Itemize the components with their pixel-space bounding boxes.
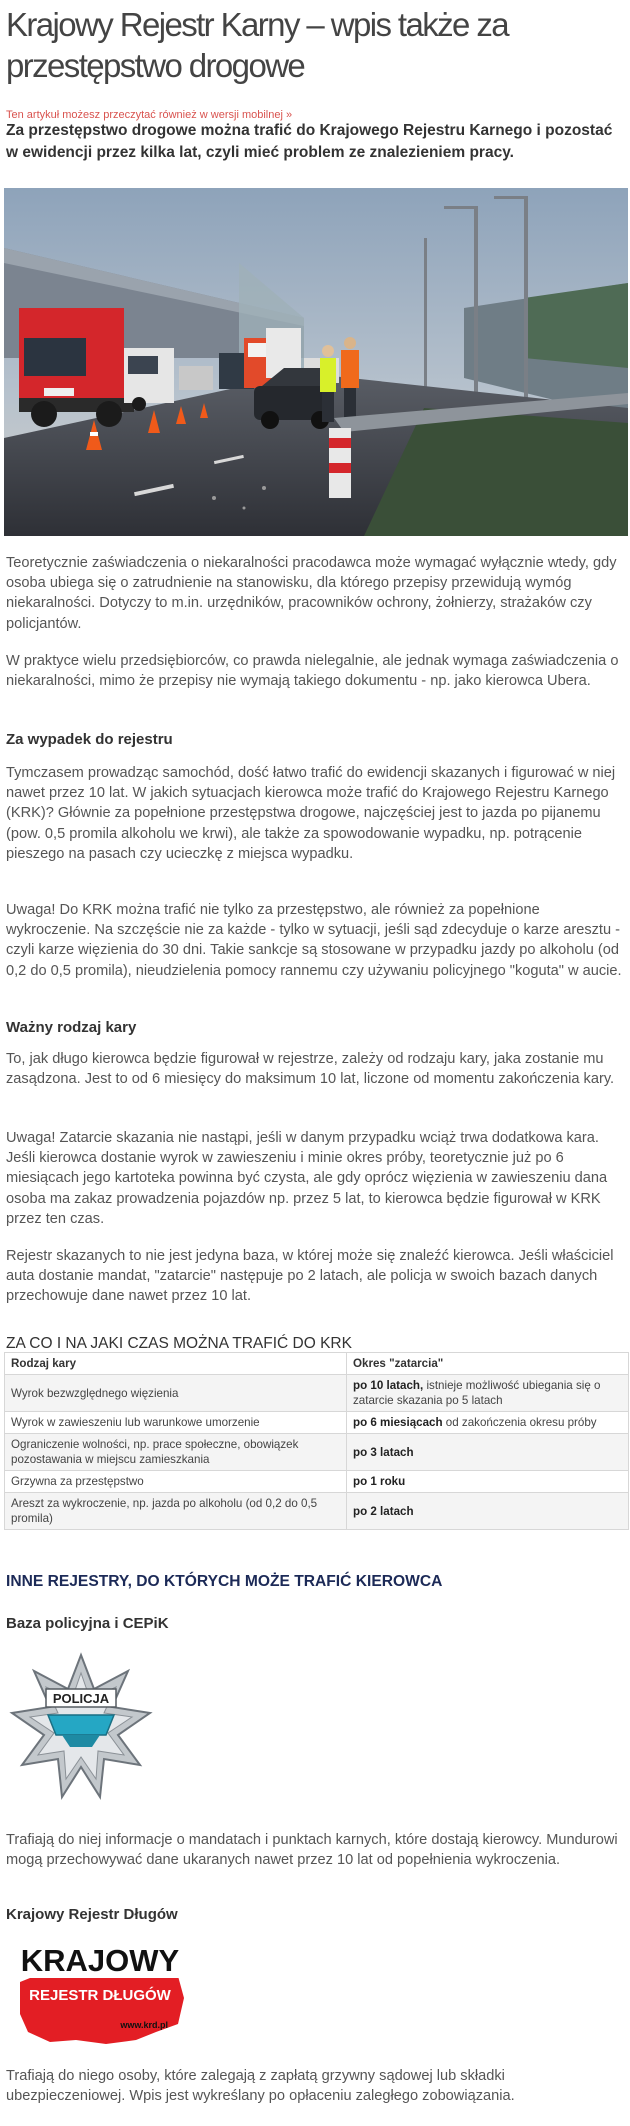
table-row	[5, 1493, 629, 1530]
heading-krd: Krajowy Rejestr Długów	[6, 1906, 178, 1923]
cell-period-bold: po 2 latach	[353, 1504, 414, 1518]
cell-period	[347, 1412, 629, 1434]
paragraph-4: Uwaga! Do KRK można trafić nie tylko za przestępstwo, ale również za popełnione wykroczenie. Na szczęście nie za każde - tylko w sytuacji, jeśli sąd zdecyduje o karze aresztu - czyli karze więzienia do 30 dni. Takie sankcje są stosowane w przypadku jazdy po alkoholu (od 0,2 do 0,5 promila), nieudzielenia pomocy rannemu czy używaniu policyjnego "koguta" w aucie.	[6, 902, 622, 979]
police-logo-text: POLICJA	[52, 1691, 110, 1706]
article-title: Krajowy Rejestr Karny – wpis także za przestępstwo drogowe	[6, 6, 509, 84]
police-logo	[6, 1651, 156, 1803]
table-row	[5, 1375, 629, 1412]
cell-period-rest: istnieje możliwość ubiegania się o zatarcie skazania po 5 latach	[353, 1379, 601, 1407]
table-row	[5, 1434, 629, 1471]
paragraph-2: W praktyce wielu przedsiębiorców, co prawda nielegalnie, ale jednak wymaga zaświadczenia o niekaralności, mimo że przepisy nie wymają takiego dokumentu - np. jako kierowca Ubera.	[6, 653, 619, 690]
krd-logo-line1: KRAJOWY	[20, 1943, 180, 1978]
article-lead: Za przestępstwo drogowe można trafić do Krajowego Rejestru Karnego i pozostać w ewidencji przez kilka lat, czyli mieć problem ze znalezieniem pracy.	[6, 122, 613, 161]
cell-period	[347, 1434, 629, 1471]
krk-periods-table	[4, 1352, 629, 1530]
krd-logo-line2: REJESTR DŁUGÓW	[29, 1987, 171, 2004]
cell-period	[347, 1375, 629, 1412]
cell-period	[347, 1471, 629, 1493]
cell-penalty: Areszt za wykroczenie, np. jazda po alkoholu (od 0,2 do 0,5 promila)	[5, 1493, 347, 1530]
cell-period-bold: po 6 miesiącach	[353, 1416, 443, 1429]
paragraph-1: Teoretycznie zaświadczenia o niekaralności pracodawca może wymagać wyłącznie wtedy, gdy osoba ubiega się o zatrudnienie na stanowisku, dla którego przepisy przewidują wymóg niekaralności. Dotyczy to m.in. urzędników, pracowników ochrony, żołnierzy, strażaków czy policjantów.	[6, 555, 617, 632]
paragraph-3: Tymczasem prowadząc samochód, dość łatwo trafić do ewidencji skazanych i figurować w niej nawet przez 10 lat. W jakich sytuacjach kierowca może trafić do Krajowego Rejestru Karnego (KRK)? Głównie za popełnione przestępstwa drogowe, najczęściej jest to jazda po pijanemu (pow. 0,5 promila alkoholu we krwi), ale także za spowodowanie wypadku, np. potrącenie pieszego na pasach czy ucieczkę z miejsca wypadku.	[6, 765, 616, 862]
table-row	[5, 1471, 629, 1493]
heading-police-database: Baza policyjna i CEPiK	[6, 1615, 169, 1632]
hero-photo-accident	[4, 188, 628, 536]
table-row	[5, 1412, 629, 1434]
header-penalty-type: Rodzaj kary	[5, 1353, 347, 1375]
cell-period-bold: po 10 latach,	[353, 1379, 424, 1392]
heading-accident: Za wypadek do rejestru	[6, 731, 173, 748]
paragraph-5: To, jak długo kierowca będzie figurował w rejestrze, zależy od rodzaju kary, jaka zostanie mu zasądzona. Jest to od 6 miesięcy do maksimum 10 lat, liczone od momentu zakończenia kary.	[6, 1051, 615, 1088]
cell-period-rest: od zakończenia okresu próby	[442, 1416, 597, 1429]
header-expungement-period: Okres "zatarcia"	[347, 1353, 629, 1375]
cell-period	[347, 1493, 629, 1530]
police-description: Trafiają do niej informacje o mandatach i punktach karnych, które dostają kierowcy. Mundurowi mogą przechowywać dane ukaranych nawet przez 10 lat od popełnienia wykroczenia.	[6, 1832, 618, 1869]
cell-period-bold: po 3 latach	[353, 1445, 414, 1459]
cell-penalty: Wyrok bezwzględnego więzienia	[5, 1375, 347, 1412]
cell-period-bold: po 1 roku	[353, 1475, 406, 1488]
table-header-row	[5, 1353, 629, 1375]
cell-penalty: Ograniczenie wolności, np. prace społeczne, obowiązek pozostawania w miejscu zamieszkania	[5, 1434, 347, 1471]
krd-logo	[6, 1928, 194, 2050]
paragraph-6: Uwaga! Zatarcie skazania nie nastąpi, jeśli w danym przypadku wciąż trwa dodatkowa kara. Jeśli kierowca dostanie wyrok w zawieszeniu i minie okres próby, teoretycznie już po 6 miesiącach jego kartoteka powinna być czysta, ale gdy oprócz więzienia w zawieszeniu dana osoba ma zakaz prowadzenia pojazdów np. przez 5 lat, to kierowca będzie figurował w KRK przez ten czas.	[6, 1130, 608, 1227]
heading-penalty-type: Ważny rodzaj kary	[6, 1019, 137, 1036]
heading-other-registers: INNE REJESTRY, DO KTÓRYCH MOŻE TRAFIĆ KIEROWCA	[6, 1573, 443, 1590]
mobile-version-link[interactable]: Ten artykuł możesz przeczytać również w wersji mobilnej »	[6, 109, 293, 121]
krd-logo-url: www.krd.pl	[120, 2020, 168, 2030]
paragraph-7: Rejestr skazanych to nie jest jedyna baza, w której może się znaleźć kierowca. Jeśli właściciel auta dostanie mandat, "zatarcie" następuje po 2 latach, ale policja w swoich bazach danych przechowuje dane nawet przez 10 lat.	[6, 1248, 614, 1305]
cell-penalty: Wyrok w zawieszeniu lub warunkowe umorzenie	[5, 1412, 347, 1434]
cell-penalty: Grzywna za przestępstwo	[5, 1471, 347, 1493]
krd-description: Trafiają do niego osoby, które zalegają z zapłatą grzywny sądowej lub składki ubezpieczeniowej. Wpis jest wykreślany po opłaceniu zaległego zobowiązania.	[6, 2068, 515, 2105]
table-caption: ZA CO I NA JAKI CZAS MOŻNA TRAFIĆ DO KRK	[6, 1335, 352, 1352]
